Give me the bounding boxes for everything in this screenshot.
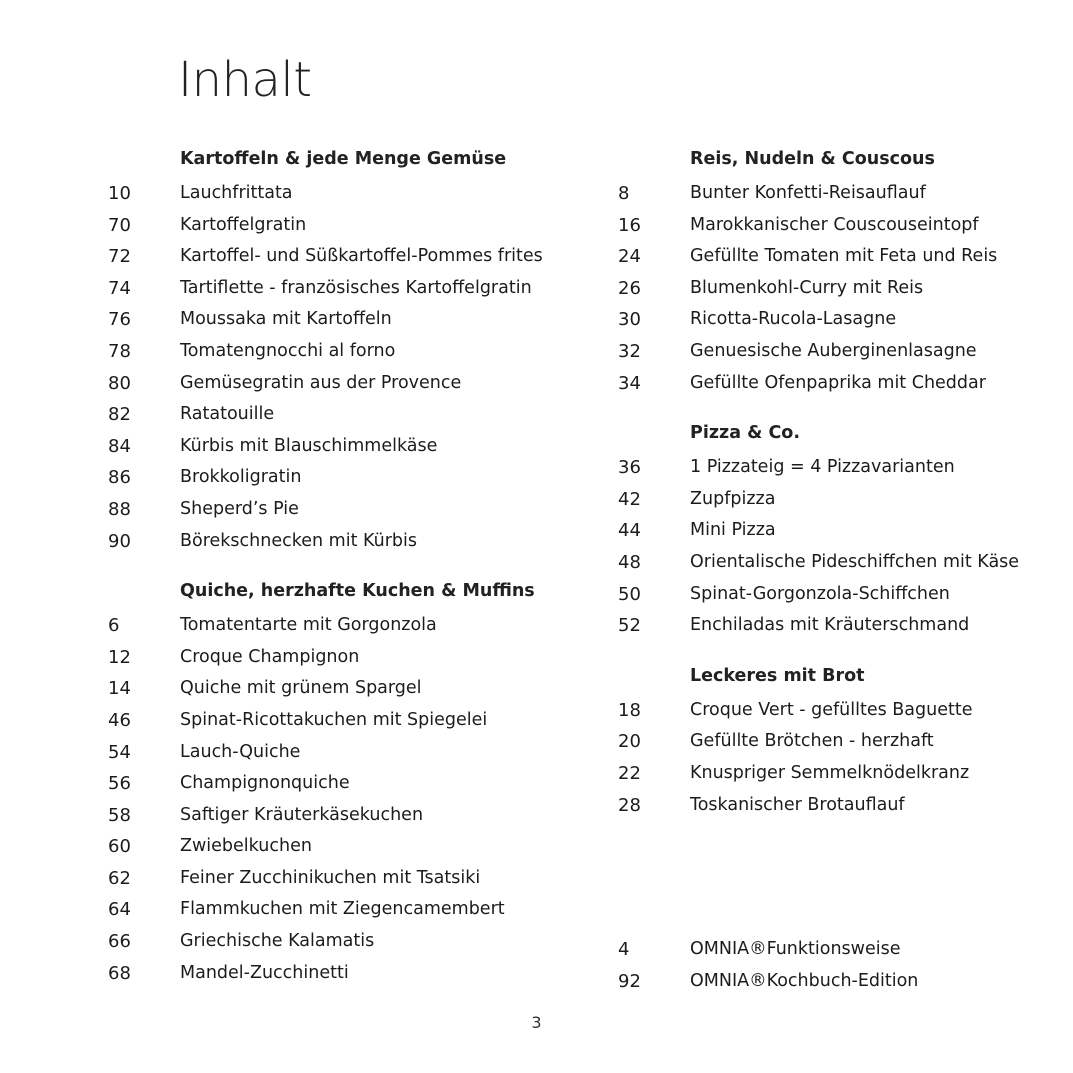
toc-entry-title: Börekschnecken mit Kürbis [180, 530, 417, 551]
toc-entry-page-number: 50 [618, 583, 641, 605]
toc-entry [108, 399, 578, 431]
toc-entry [618, 336, 1048, 368]
toc-entry-page-number: 18 [618, 699, 641, 721]
toc-entry [108, 336, 578, 368]
section-heading: Quiche, herzhafte Kuchen & Muffins [180, 581, 535, 602]
toc-entry [108, 368, 578, 400]
toc-entry-page-number: 26 [618, 277, 641, 299]
toc-entry [108, 178, 578, 210]
toc-entry [618, 241, 1048, 273]
toc-entry-title: Mandel-Zucchinetti [180, 962, 349, 983]
toc-entry [618, 547, 1048, 579]
toc-entry-page-number: 54 [108, 741, 131, 763]
toc-entry-title: Ricotta-Rucola-Lasagne [690, 309, 897, 330]
toc-entry-page-number: 12 [108, 646, 131, 668]
toc-entry-title: Toskanischer Brotauflauf [690, 794, 905, 815]
toc-entry-title: Mini Pizza [690, 520, 776, 541]
toc-entry [108, 526, 578, 558]
toc-entry-title: Flammkuchen mit Ziegencamembert [180, 899, 505, 920]
toc-entry-page-number: 72 [108, 246, 131, 268]
toc-entry [618, 178, 1048, 210]
toc-entry-page-number: 60 [108, 836, 131, 858]
toc-section [108, 140, 578, 557]
toc-entry-title: Ratatouille [180, 404, 275, 425]
toc-entry [108, 863, 578, 895]
toc-entry-page-number: 6 [108, 615, 120, 637]
toc-entry [618, 368, 1048, 400]
toc-entry [618, 304, 1048, 336]
toc-entry [108, 958, 578, 990]
toc-entry [108, 462, 578, 494]
toc-section [618, 414, 1048, 642]
toc-entry-page-number: 10 [108, 183, 131, 204]
toc-entry-title: OMNIA®Kochbuch-Edition [690, 970, 919, 991]
toc-entry-page-number: 36 [618, 457, 641, 479]
toc-entry [108, 894, 578, 926]
toc-entry-title: Spinat-Gorgonzola-Schiffchen [690, 583, 950, 604]
toc-entry-title: Gefüllte Brötchen - herzhaft [690, 731, 934, 752]
toc-entry-title: Tomatengnocchi al forno [180, 340, 396, 361]
toc-entry-title: Gefüllte Ofenpaprika mit Cheddar [690, 372, 986, 393]
toc-entry-title: Knuspriger Semmelknödelkranz [690, 762, 970, 783]
toc-entry [108, 768, 578, 800]
toc-entry-page-number: 84 [108, 435, 131, 457]
toc-entry-page-number: 4 [618, 939, 630, 960]
toc-entry-page-number: 86 [108, 467, 131, 489]
toc-section [108, 572, 578, 989]
toc-section [618, 140, 1048, 399]
toc-entry [108, 926, 578, 958]
toc-entry [108, 241, 578, 273]
section-heading: Pizza & Co. [690, 423, 800, 444]
toc-entry-title: Moussaka mit Kartoffeln [180, 309, 392, 330]
toc-entry [108, 431, 578, 463]
toc-entry-title: Orientalische Pideschiffchen mit Käse [690, 551, 1020, 572]
toc-entry-title: Croque Vert - gefülltes Baguette [690, 699, 973, 720]
toc-entry-page-number: 42 [618, 488, 641, 510]
toc-entry-title: Enchiladas mit Kräuterschmand [690, 615, 970, 636]
toc-entry-page-number: 16 [618, 214, 641, 236]
toc-entry-title: Lauch-Quiche [180, 741, 301, 762]
toc-entry-title: Gemüsegratin aus der Provence [180, 372, 462, 393]
toc-entry-page-number: 22 [618, 762, 641, 784]
toc-entry-page-number: 90 [108, 530, 131, 552]
toc-entry [108, 800, 578, 832]
toc-entry-title: Spinat-Ricottakuchen mit Spiegelei [180, 709, 488, 730]
toc-entry-title: Kürbis mit Blauschimmelkäse [180, 435, 438, 456]
toc-entry [618, 695, 1048, 727]
toc-entry-title: Brokkoligratin [180, 467, 302, 488]
toc-entry-page-number: 66 [108, 931, 131, 953]
toc-entry [108, 210, 578, 242]
toc-entry-title: Lauchfrittata [180, 183, 293, 203]
toc-section [618, 657, 1048, 821]
toc-entry [618, 966, 1048, 998]
toc-entry [618, 273, 1048, 305]
toc-entry [108, 831, 578, 863]
toc-entry [618, 758, 1048, 790]
toc-entry [108, 273, 578, 305]
page-number: 3 [531, 1013, 542, 1032]
toc-entry [108, 494, 578, 526]
toc-entry-page-number: 88 [108, 498, 131, 520]
toc-entry [618, 515, 1048, 547]
toc-entry-title: Croque Champignon [180, 646, 360, 667]
toc-entry [618, 579, 1048, 611]
toc-entry [618, 210, 1048, 242]
toc-entry-title: Bunter Konfetti-Reisauflauf [690, 183, 926, 203]
toc-footer-entries [618, 934, 1048, 997]
toc-entry-page-number: 62 [108, 867, 131, 889]
toc-entry-page-number: 82 [108, 404, 131, 426]
toc-entry-page-number: 56 [108, 773, 131, 795]
toc-entry [618, 934, 1048, 966]
toc-entry [618, 610, 1048, 642]
toc-entry-title: Blumenkohl-Curry mit Reis [690, 277, 924, 298]
toc-entry [618, 484, 1048, 516]
toc-entry-title: Sheperd’s Pie [180, 498, 299, 519]
toc-entry [108, 737, 578, 769]
toc-entry-title: Tartiflette - französisches Kartoffelgratin [180, 277, 532, 298]
toc-entry-page-number: 78 [108, 340, 131, 362]
toc-entry-page-number: 58 [108, 804, 131, 826]
toc-entry [108, 705, 578, 737]
section-heading: Reis, Nudeln & Couscous [690, 149, 935, 169]
toc-entry [108, 642, 578, 674]
toc-entry-title: Griechische Kalamatis [180, 931, 375, 952]
toc-entry-page-number: 32 [618, 340, 641, 362]
toc-entry-title: Genuesische Auberginenlasagne [690, 340, 977, 361]
toc-entry-page-number: 44 [618, 520, 641, 542]
toc-entry-page-number: 34 [618, 372, 641, 394]
toc-entry-page-number: 68 [108, 962, 131, 984]
toc-entry-page-number: 76 [108, 309, 131, 331]
toc-entry-page-number: 92 [618, 970, 641, 992]
section-heading: Leckeres mit Brot [690, 665, 865, 686]
section-heading: Kartoffeln & jede Menge Gemüse [180, 149, 507, 169]
toc-entry-page-number: 14 [108, 678, 131, 700]
toc-entry-title: Marokkanischer Couscouseintopf [690, 214, 979, 235]
toc-entry-page-number: 8 [618, 183, 630, 204]
toc-entry-title: Zupfpizza [690, 488, 776, 509]
toc-entry [108, 610, 578, 642]
toc-entry-page-number: 30 [618, 309, 641, 331]
toc-entry-page-number: 28 [618, 794, 641, 816]
toc-entry [108, 673, 578, 705]
toc-entry-title: Feiner Zucchinikuchen mit Tsatsiki [180, 867, 481, 888]
toc-entry-title: Zwiebelkuchen [180, 836, 312, 857]
toc-entry-title: OMNIA®Funktionsweise [690, 939, 901, 959]
toc-left-column [108, 140, 578, 989]
toc-entry-title: Gefüllte Tomaten mit Feta und Reis [690, 246, 998, 267]
toc-right-column [618, 140, 1048, 821]
toc-entry-title: Champignonquiche [180, 773, 350, 794]
page-title: Inhalt [178, 52, 312, 108]
toc-entry [618, 452, 1048, 484]
toc-entry-page-number: 20 [618, 731, 641, 753]
toc-entry [618, 790, 1048, 822]
toc-entry [618, 726, 1048, 758]
toc-entry-title: Saftiger Kräuterkäsekuchen [180, 804, 424, 825]
toc-entry-page-number: 52 [618, 615, 641, 637]
toc-entry-page-number: 70 [108, 214, 131, 236]
toc-entry-page-number: 24 [618, 246, 641, 268]
toc-entry-title: Kartoffel- und Süßkartoffel-Pommes frites [180, 246, 543, 267]
toc-entry-page-number: 64 [108, 899, 131, 921]
toc-entry-page-number: 80 [108, 372, 131, 394]
toc-entry-page-number: 46 [108, 709, 131, 731]
toc-entry-title: Kartoffelgratin [180, 214, 307, 235]
toc-entry-title: 1 Pizzateig = 4 Pizzavarianten [690, 457, 955, 478]
toc-entry-title: Tomatentarte mit Gorgonzola [180, 615, 437, 636]
toc-entry-page-number: 48 [618, 551, 641, 573]
toc-entry-page-number: 74 [108, 277, 131, 299]
toc-entry-title: Quiche mit grünem Spargel [180, 678, 422, 699]
toc-entry [108, 304, 578, 336]
